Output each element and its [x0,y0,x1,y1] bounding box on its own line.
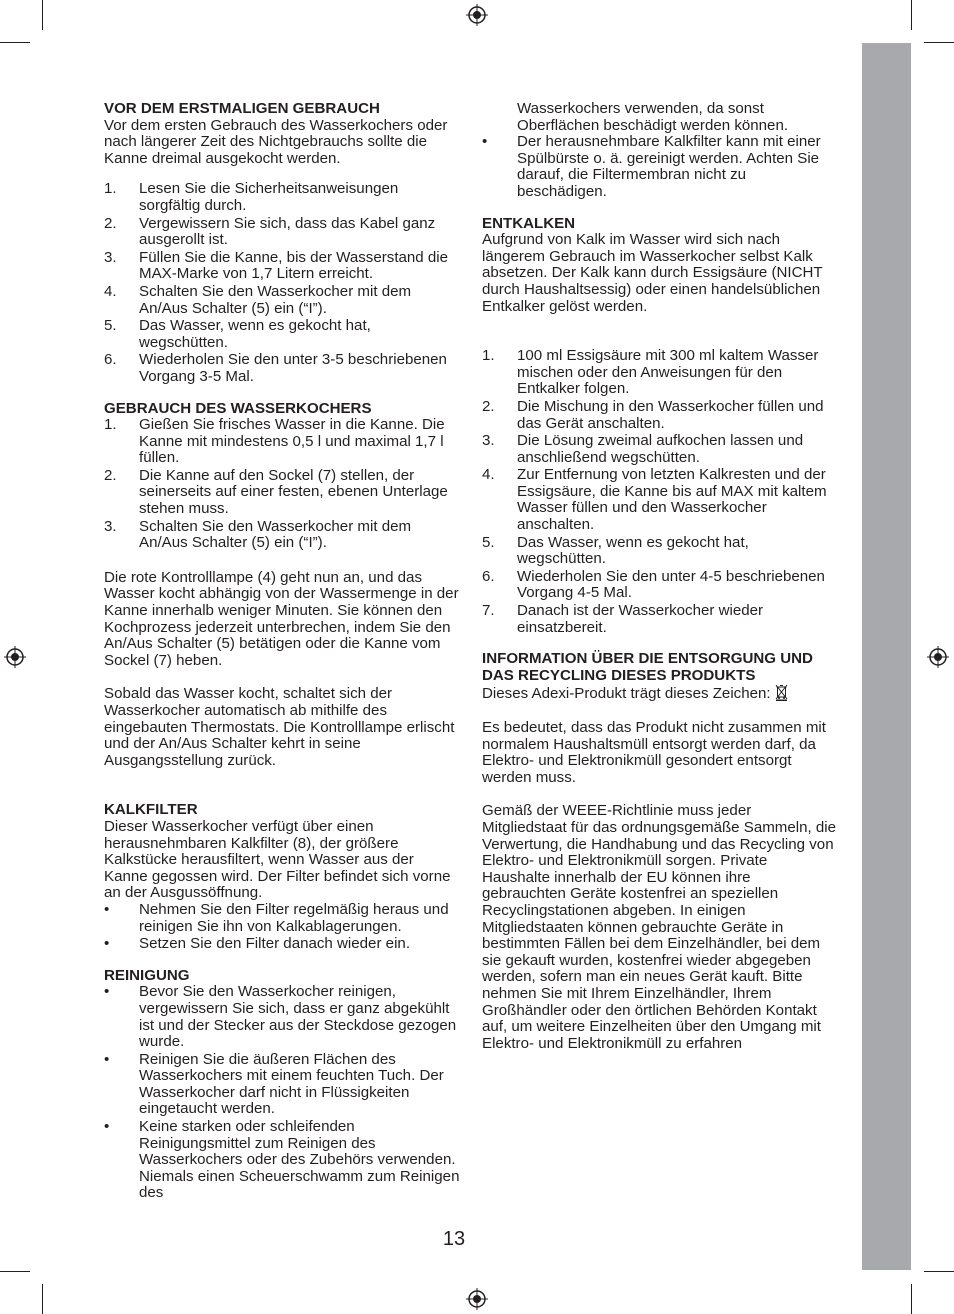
list-item-text: Das Wasser, wenn es gekocht hat, wegschütten. [517,533,749,568]
list-item-text: Keine starken oder schleifenden Reinigungsmittel zum Reinigen des Wasserkochers oder des Zubehörs verwenden. Niemals einen Scheuerschwamm zum Reinigen des [139,1118,460,1202]
list-item [482,399,838,432]
list-item [104,519,460,552]
list-item [104,250,460,283]
list-item [104,1052,460,1118]
cleaning-bullets-continued [482,134,838,200]
list-number: 6. [482,567,495,585]
registration-mark-icon [466,4,488,26]
list-number: 2. [104,466,117,484]
registration-mark-icon [466,1288,488,1310]
crop-mark [924,42,954,43]
list-number: 7. [482,602,495,620]
bullet: • [104,1118,110,1136]
section-heading-disposal: INFORMATION ÜBER DIE ENTSORGUNG UND DAS RECYCLING DIESES PRODUKTS [482,650,813,684]
list-item-text: Bevor Sie den Wasserkocher reinigen, vergewissern Sie sich, dass er ganz abgekühlt ist und der Stecker aus der Steckdose gezogen wurde. [139,983,457,1051]
crop-mark [42,0,43,30]
list-item [482,467,838,533]
usage-paragraph: Die rote Kontrolllampe (4) geht nun an, und das Wasser kocht abhängig von der Wassermenge in der Kanne innerhalb weniger Minuten. Sie können den Kochprozess jederzeit unterbrechen, indem Sie den An/Aus Schalter (5) betätigen oder die Kanne vom Sockel (7) heben. [104,568,459,669]
list-item-text: Die Kanne auf den Sockel (7) stellen, der seinerseits auf einer festen, ebenen Unterlage stehen muss. [139,466,448,518]
crop-mark [924,1271,954,1272]
side-tab [862,43,911,1270]
list-item-text: Nehmen Sie den Filter regelmäßig heraus und reinigen Sie ihn von Kalkablagerungen. [139,900,449,935]
registration-mark-icon [927,646,949,668]
list-item [482,134,838,200]
section-heading-usage: GEBRAUCH DES WASSERKOCHERS [104,399,372,417]
list-item [482,569,838,602]
list-number: 5. [482,533,495,551]
list-item [104,216,460,249]
list-item-text: Wiederholen Sie den unter 3-5 beschriebenen Vorgang 3-5 Mal. [139,351,447,385]
list-item [104,181,460,214]
limescale-filter-intro: Dieser Wasserkocher verfügt über einen herausnehmbaren Kalkfilter (8), der größere Kalkstücke herausfiltert, wenn Wasser aus der Kanne gegossen wird. Der Filter befindet sich vorne an der Ausgussöffnung. [104,817,451,902]
list-item [104,1119,460,1202]
list-item-text: Der herausnehmbare Kalkfilter kann mit einer Spülbürste o. ä. gereinigt werden. Achten Sie darauf, die Filtermembran nicht zu beschädigen. [517,133,821,200]
list-number: 3. [482,432,495,450]
section-heading-first-use: VOR DEM ERSTMALIGEN GEBRAUCH [104,100,380,117]
list-item [104,984,460,1050]
list-item-text: Vergewissern Sie sich, dass das Kabel ganz ausgerollt ist. [139,214,436,249]
list-item [482,348,838,398]
list-item-text: Das Wasser, wenn es gekocht hat, wegschütten. [139,317,371,351]
disposal-paragraph: Gemäß der WEEE-Richtlinie muss jeder Mitgliedstaat für das ordnungsgemäße Sammeln, die Verwertung, die Handhabung und das Recycling von Elektro- und Elektronikmüll sorgen. Private Haushalte innerhalb der EU können ihre gebrauchten Geräte kostenfrei an speziellen Recyclingstationen abgeben. In einigen Mitgliedstaaten können gebrauchte Geräte in bestimmten Fällen bei dem Einzelhändler, bei dem sie gekauft wurden, kostenfrei wieder abgegeben werden, sofern man ein neues Gerät kauft. Bitte nehmen Sie mit Ihrem Einzelhändler, Ihrem Großhändler oder den örtlichen Behörden Kontakt auf, um weitere Einzelheiten über den Umgang mit Elektro- und Elektronikmüll zu erfahren [482,802,837,1052]
bullet: • [104,983,110,1001]
list-number: 2. [104,214,117,232]
list-item [104,352,460,385]
right-column [482,101,838,1052]
list-item-text: Schalten Sie den Wasserkocher mit dem An/Aus Schalter (5) ein (“I”). [139,282,412,317]
first-use-steps [104,181,460,385]
list-number: 1. [482,347,495,365]
page-number-text: 13 [442,1228,466,1250]
cleaning-bullets [104,984,460,1202]
crossed-out-wheelie-bin-icon [775,684,788,701]
list-item [104,318,460,351]
list-item [104,284,460,317]
crop-mark [42,1284,43,1314]
first-use-intro: Vor dem ersten Gebrauch des Wasserkochers oder nach längerer Zeit des Nichtgebrauchs sollte die Kanne dreimal ausgekocht werden. [104,116,448,167]
list-number: 5. [104,317,117,335]
bullet: • [104,935,110,953]
crop-mark [0,1271,30,1272]
crop-mark [0,42,30,43]
usage-paragraph: Sobald das Wasser kocht, schaltet sich der Wasserkocher automatisch ab mithilfe des eingebauten Thermostats. Die Kontrolllampe erlischt und der An/Aus Schalter kehrt in seine Ausgangsstellung zurück. [104,685,455,769]
list-item [482,535,838,568]
usage-steps [104,417,460,552]
bullet: • [482,133,488,151]
list-item [104,417,460,467]
list-item-text: Danach ist der Wasserkocher wieder einsatzbereit. [517,602,764,636]
list-number: 4. [104,282,117,300]
page-number [0,1228,954,1251]
list-item-text: Gießen Sie frisches Wasser in die Kanne. Die Kanne mit mindestens 0,5 l und maximal 1,7 l füllen. [139,416,445,467]
section-heading-descaling: ENTKALKEN [482,214,576,232]
bullet: • [104,1050,110,1068]
list-item [104,902,460,935]
disposal-symbol-text: Dieses Adexi-Produkt trägt dieses Zeichen: [482,685,771,703]
list-item-text: 100 ml Essigsäure mit 300 ml kaltem Wasser mischen oder den Anweisungen für den Entkalker folgen. [517,347,819,398]
descaling-steps [482,348,838,636]
list-item-text: Füllen Sie die Kanne, bis der Wasserstand die MAX-Marke von 1,7 Litern erreicht. [139,248,449,283]
list-item-text: Setzen Sie den Filter danach wieder ein. [139,935,411,953]
list-item [104,936,460,953]
list-item [482,603,838,636]
section-heading-limescale-filter: KALKFILTER [104,801,198,819]
disposal-symbol-line [482,684,838,703]
list-item-text: Reinigen Sie die äußeren Flächen des Wasserkochers mit einem feuchten Tuch. Der Wasserkocher darf nicht in Flüssigkeiten eingetaucht werden. [139,1050,444,1118]
list-number: 1. [104,416,117,434]
list-item-text: Lesen Sie die Sicherheitsanweisungen sorgfältig durch. [139,180,399,214]
list-number: 1. [104,180,117,198]
list-item [104,468,460,518]
left-column [104,101,460,1203]
crop-mark [911,0,912,30]
list-item [482,433,838,466]
list-item-text: Wiederholen Sie den unter 4-5 beschriebenen Vorgang 4-5 Mal. [517,567,825,602]
descaling-intro: Aufgrund von Kalk im Wasser wird sich nach längerem Gebrauch im Wasserkocher selbst Kalk absetzen. Der Kalk kann durch Essigsäure (NICHT durch Haushaltsessig) oder einen handelsüblichen Entkalker gelöst werden. [482,231,823,315]
registration-mark-icon [4,646,26,668]
list-item-text: Schalten Sie den Wasserkocher mit dem An/Aus Schalter (5) ein (“I”). [139,517,412,552]
list-item-text: Zur Entfernung von letzten Kalkresten und der Essigsäure, die Kanne bis auf MAX mit kaltem Wasser füllen und den Wasserkocher anschalten. [517,466,827,534]
list-number: 6. [104,351,117,369]
list-number: 2. [482,397,495,415]
section-heading-cleaning: REINIGUNG [104,966,190,984]
list-item-text: Die Lösung zweimal aufkochen lassen und anschließend wegschütten. [517,432,804,466]
list-number: 3. [104,248,117,266]
bullet: • [104,900,110,918]
list-number: 4. [482,466,495,484]
limescale-filter-bullets [104,902,460,953]
cleaning-continuation: Wasserkochers verwenden, da sonst Oberflächen beschädigt werden können. [517,100,789,134]
list-number: 3. [104,517,117,535]
disposal-paragraph: Es bedeutet, dass das Produkt nicht zusammen mit normalem Haushaltsmüll entsorgt werden darf, da Elektro- und Elektronikmüll gesondert entsorgt werden muss. [482,719,826,786]
crop-mark [911,1284,912,1314]
list-item-text: Die Mischung in den Wasserkocher füllen und das Gerät anschalten. [517,397,824,432]
